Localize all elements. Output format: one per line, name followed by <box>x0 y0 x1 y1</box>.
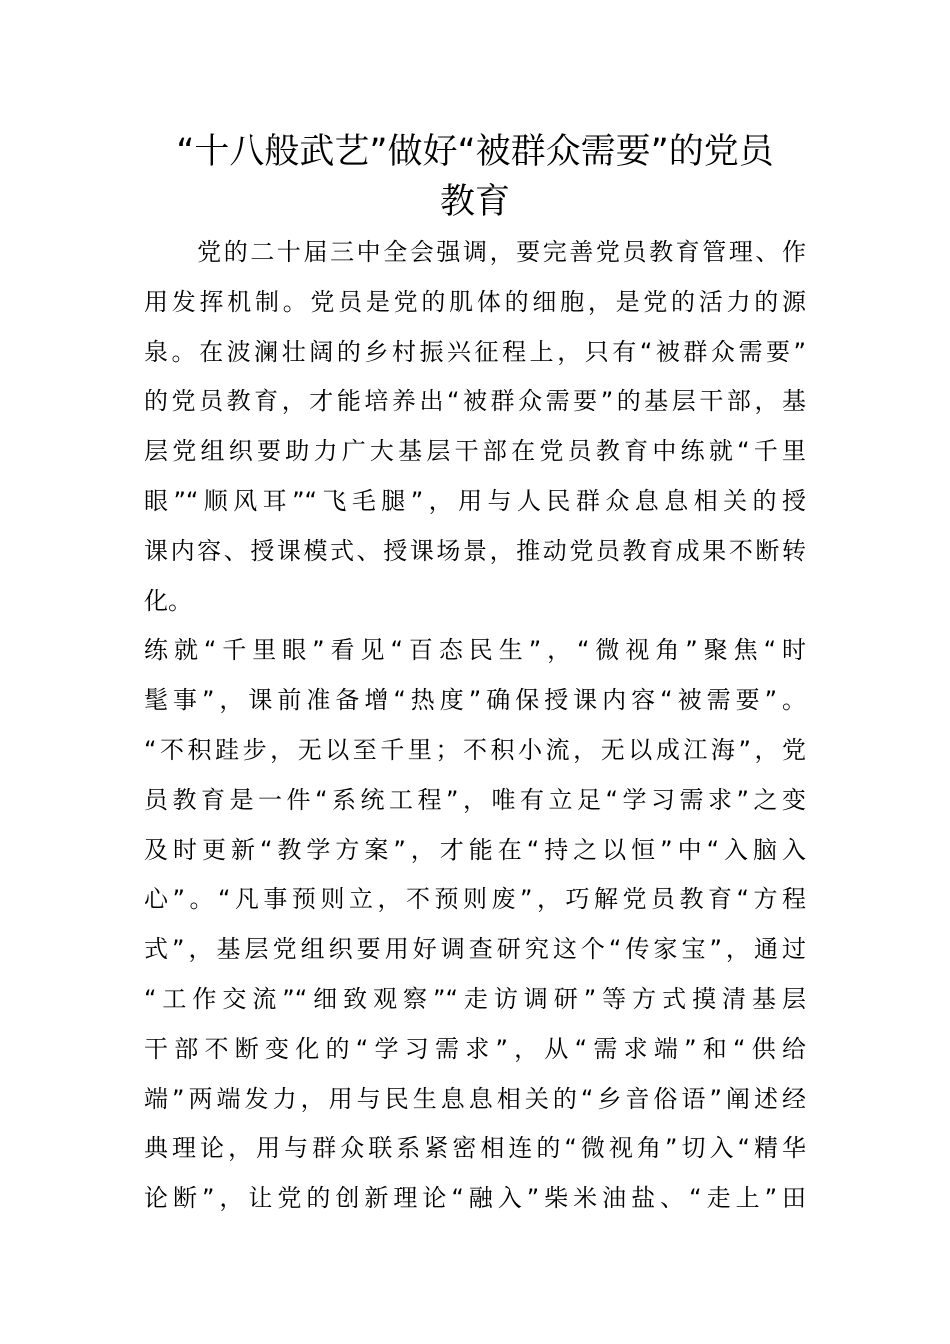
body-line: 层党组织要助力广大基层干部在党员教育中练就“千里 <box>144 437 806 466</box>
body-line: 练就“千里眼”看见“百态民生”，“微视角”聚焦“时 <box>144 636 806 665</box>
body-line: 典理论，用与群众联系紧密相连的“微视角”切入“精华 <box>144 1134 806 1163</box>
body-line: 用发挥机制。党员是党的肌体的细胞，是党的活力的源 <box>144 287 806 316</box>
body-line: 论断”，让党的创新理论“融入”柴米油盐、“走上”田 <box>144 1184 806 1213</box>
body-line: 课内容、授课模式、授课场景，推动党员教育成果不断转 <box>144 536 806 565</box>
body-line: 眼”“顺风耳”“飞毛腿”，用与人民群众息息相关的授 <box>144 487 806 515</box>
body-line: 员教育是一件“系统工程”，唯有立足“学习需求”之变 <box>144 785 806 814</box>
body-line: 泉。在波澜壮阔的乡村振兴征程上，只有“被群众需要” <box>144 337 806 366</box>
body-line: 心”。“凡事预则立，不预则废”，巧解党员教育“方程 <box>144 885 806 914</box>
body-line: “不积跬步，无以至千里；不积小流，无以成江海”，党 <box>144 736 806 764</box>
body-line: 及时更新“教学方案”，才能在“持之以恒”中“入脑入 <box>144 835 806 864</box>
body-line: “工作交流”“细致观察”“走访调研”等方式摸清基层 <box>144 985 806 1013</box>
body-line: 髦事”，课前准备增“热度”确保授课内容“被需要”。 <box>144 686 806 715</box>
body-line: 式”，基层党组织要用好调查研究这个“传家宝”，通过 <box>144 935 806 964</box>
body-line: 党的二十届三中全会强调，要完善党员教育管理、作 <box>144 238 806 266</box>
document-title-line-1: “十八般武艺”做好“被群众需要”的党员 <box>176 132 774 172</box>
body-line: 的党员教育，才能培养出“被群众需要”的基层干部，基 <box>144 387 806 416</box>
body-line: 干部不断变化的“学习需求”，从“需求端”和“供给 <box>144 1034 806 1063</box>
document-title-line-2: 教育 <box>439 182 510 222</box>
body-line: 端”两端发力，用与民生息息相关的“乡音俗语”阐述经 <box>144 1084 806 1113</box>
body-line: 化。 <box>144 586 192 615</box>
